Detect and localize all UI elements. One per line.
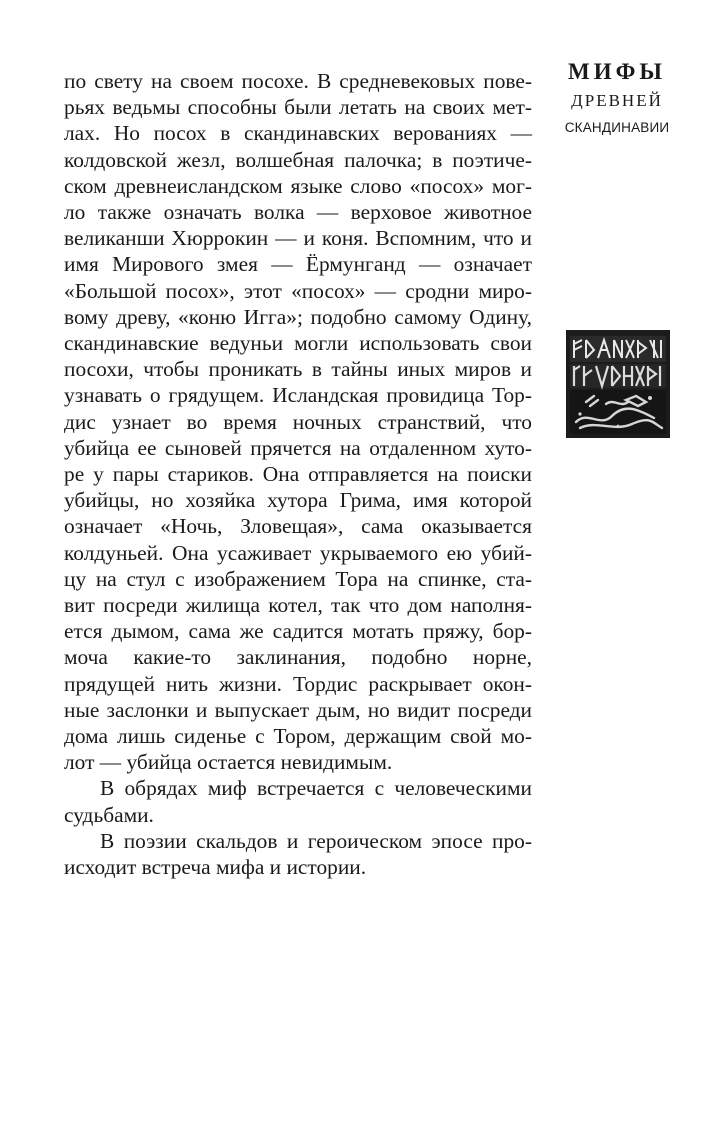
text-line: рьях ведьмы способны были летать на своих мет- [64,95,532,120]
text-line: ском древнеисландском языке слово «посох» мог- [64,173,532,198]
text-line: ные заслонки и выпускает дым, но видит посреди [64,697,532,722]
paragraph-2 [64,775,532,827]
runic-woodcut-ornament-icon [566,330,670,438]
text-line: «Большой посох», этот «посох» — сродни миро- [64,278,532,303]
header-title: МИФЫ [568,59,666,84]
text-line: судьбами. [64,802,154,827]
text-line: дома лишь сиденье с Тором, держащим свой мо- [64,724,532,749]
paragraph-3 [64,828,532,880]
text-line: дис узнает во время ночных странствий, что [64,409,532,434]
text-line: ре у пары стариков. Она отправляется на поиски [64,462,532,487]
text-line: узнавать о грядущем. Исландская провидица Тор- [64,383,532,408]
text-line: по свету на своем посохе. В средневековых пове- [64,69,532,93]
header-subtitle: ДРЕВНЕЙ [571,91,663,110]
text-line: убийца ее сыновей прячется на отдаленном хуто- [64,435,532,460]
text-line: посохи, чтобы проникать в тайны иных миров и [64,357,532,382]
running-header [562,58,672,138]
text-line: колдуньей. Она усаживает укрываемого ею убий- [64,540,532,565]
text-line: скандинавские ведуньи могли использовать свои [64,331,532,356]
text-line: цу на стул с изображением Тора на спинке, ста- [64,566,532,591]
body-text [64,68,532,880]
text-line: вому древу, «коню Игга»; подобно самому Одину, [64,304,532,329]
text-line: В обрядах миф встречается с человеческими [100,776,532,801]
text-line: имя Мирового змея — Ёрмунганд — означает [64,252,532,277]
text-line: колдовской жезл, волшебная палочка; в поэтиче- [64,147,532,172]
text-line: великанши Хюррокин — и коня. Вспомним, что и [64,226,532,251]
text-line: убийцы, но хозяйка хутора Грима, имя которой [64,488,532,513]
text-line: лах. Но посох в скандинавских верованиях — [64,121,532,146]
text-line: ло также означать волка — верховое животное [64,200,532,225]
text-line: вит посреди жилища котел, так что дом наполня- [64,593,532,618]
paragraph-1 [64,68,532,775]
text-line: моча какие-то заклинания, подобно норне, [64,645,532,670]
text-line: прядущей нить жизни. Тордис раскрывает окон- [64,671,532,696]
text-line: исходит встреча мифа и истории. [64,855,367,880]
header-subtitle-2: СКАНДИНАВИИ [564,120,670,135]
text-line: лот — убийца остается невидимым. [64,750,393,775]
text-line: В поэзии скальдов и героическом эпосе про- [100,828,532,853]
text-line: ется дымом, сама же садится мотать пряжу, бор- [64,619,532,644]
text-line: означает «Ночь, Зловещая», сама оказывается [64,514,532,539]
